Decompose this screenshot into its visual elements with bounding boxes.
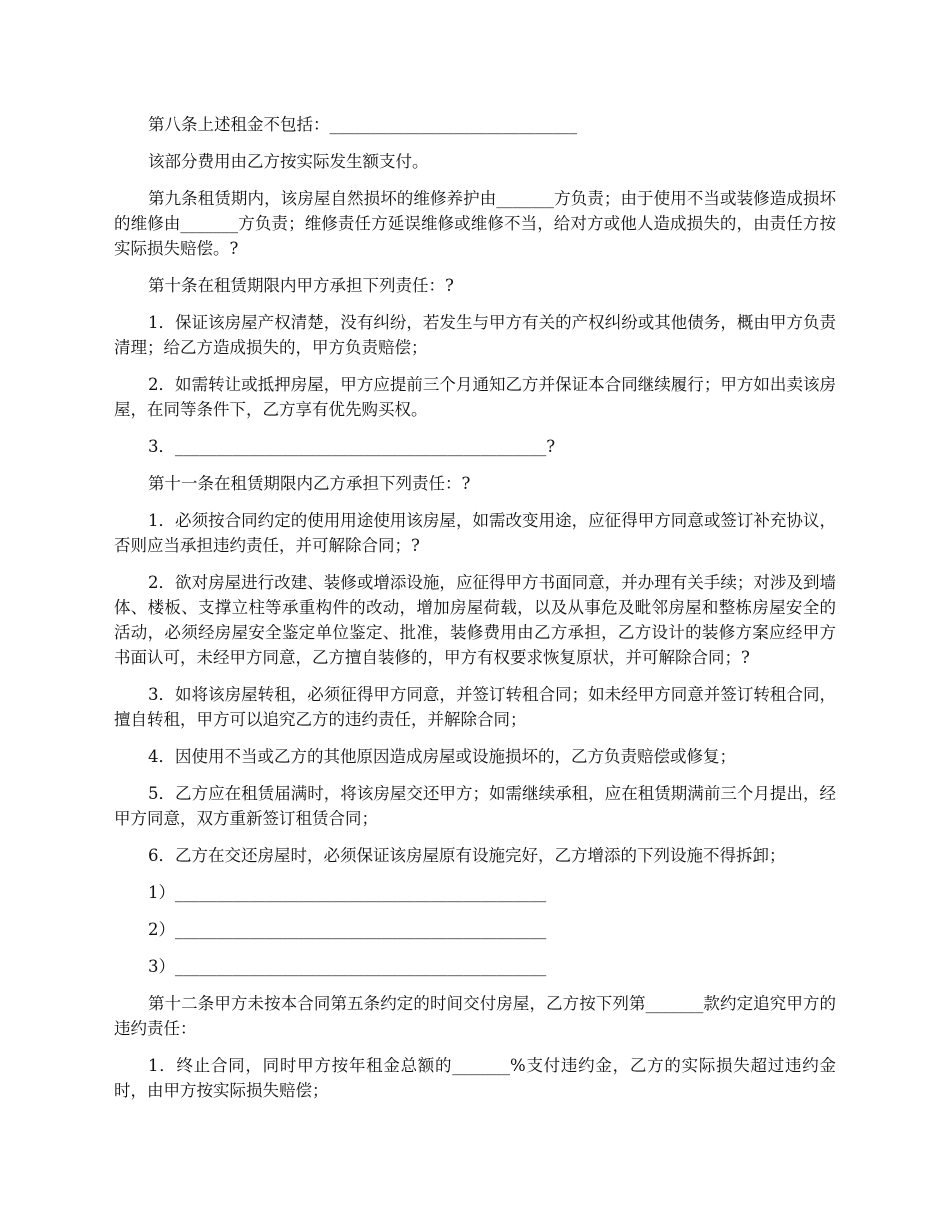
clause-11-heading: 第十一条在租赁期限内乙方承担下列责任：? bbox=[148, 474, 471, 493]
clause-10-item-1: 1．保证该房屋产权清楚，没有纠纷，若发生与甲方有关的产权纠纷或其他债务，概由甲方负责清理；给乙方造成损失的，甲方负责赔偿； bbox=[114, 313, 836, 357]
clause-11-item-3: 3．如将该房屋转租，必须征得甲方同意，并签订转租合同；如未经甲方同意并签订转租合同，擅自转租，甲方可以追究乙方的违约责任，并解除合同； bbox=[114, 685, 836, 729]
document-body bbox=[114, 112, 836, 1115]
clause-11-item-2: 2．欲对房屋进行改建、装修或增添设施，应征得甲方书面同意，并办理有关手续；对涉及到墙体、楼板、支撑立柱等承重构件的改动，增加房屋荷载，以及从事危及毗邻房屋和整栋房屋安全的活动，必须经房屋安全鉴定单位鉴定、批准，装修费用由乙方承担，乙方设计的装修方案应经甲方书面认可，未经甲方同意，乙方擅自装修的，甲方有权要求恢复原状，并可解除合同；? bbox=[114, 573, 836, 667]
clause-12-item-1: 1．终止合同，同时甲方按年租金总额的_______%支付违约金，乙方的实际损失超过违约金时，由甲方按实际损失赔偿； bbox=[114, 1056, 836, 1100]
clause-8-excluded-fees: 第八条上述租金不包括：______________________________ bbox=[148, 115, 577, 134]
clause-9-maintenance: 第九条租赁期内，该房屋自然损坏的维修养护由_______方负责；由于使用不当或装修造成损坏的维修由_______方负责；维修责任方延误维修或维修不当，给对方或他人造成损失的，由责任方按实际损失赔偿。? bbox=[114, 189, 836, 258]
clause-11-item-1: 1．必须按合同约定的使用用途使用该房屋，如需改变用途，应征得甲方同意或签订补充协议，否则应当承担违约责任，并可解除合同；? bbox=[114, 511, 836, 555]
clause-11-item-5: 5．乙方应在租赁届满时，将该房屋交还甲方；如需继续承租，应在租赁期满前三个月提出，经甲方同意，双方重新签订租赁合同； bbox=[114, 784, 836, 828]
facility-blank-3: 3）_____________________________________________ bbox=[148, 957, 547, 976]
clause-10-item-3: 3．_____________________________________________? bbox=[148, 437, 556, 456]
clause-8-payment-note: 该部分费用由乙方按实际发生额支付。 bbox=[148, 152, 429, 171]
facility-blank-2: 2）_____________________________________________ bbox=[148, 920, 547, 939]
clause-10-item-2: 2．如需转让或抵押房屋，甲方应提前三个月通知乙方并保证本合同继续履行；甲方如出卖该房屋，在同等条件下，乙方享有优先购买权。 bbox=[114, 375, 836, 419]
facility-blank-1: 1）_____________________________________________ bbox=[148, 883, 547, 902]
clause-11-item-6: 6．乙方在交还房屋时，必须保证该房屋原有设施完好，乙方增添的下列设施不得拆卸； bbox=[148, 846, 786, 865]
clause-11-item-4: 4．因使用不当或乙方的其他原因造成房屋或设施损坏的，乙方负责赔偿或修复； bbox=[148, 747, 736, 766]
clause-12-heading: 第十二条甲方未按本合同第五条约定的时间交付房屋，乙方按下列第_______款约定追究甲方的违约责任： bbox=[114, 994, 836, 1038]
clause-10-heading: 第十条在租赁期限内甲方承担下列责任：? bbox=[148, 276, 454, 295]
